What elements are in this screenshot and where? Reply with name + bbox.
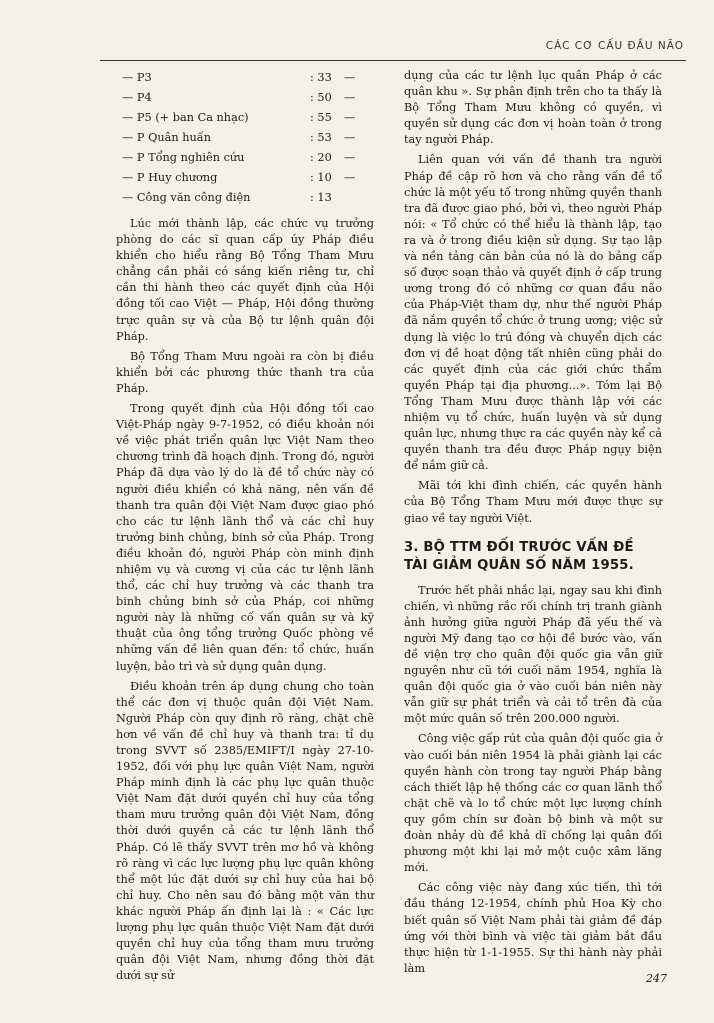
body-paragraph: Mãi tới khi đình chiến, các quyền hành của Bộ Tổng Tham Mưu mới được thực sự giao về tay người Việt. — [404, 479, 662, 525]
staff-list — [116, 68, 374, 208]
left-column — [116, 68, 374, 988]
staff-dash: — — [344, 91, 356, 104]
staff-count: : 13 — [310, 191, 332, 204]
running-title: CÁC CƠ CẤU ĐẦU NÃO — [545, 40, 684, 52]
staff-name: — P Tổng nghiên cứu — [122, 151, 245, 164]
staff-name: — Công văn công điện — [122, 191, 251, 204]
staff-count: : 53 — [310, 131, 332, 144]
staff-row — [116, 108, 374, 128]
staff-name: — P Huy chương — [122, 171, 218, 184]
body-paragraph: Trong quyết định của Hội đồng tối cao Việt-Pháp ngày 9-7-1952, có điều khoản nói về việc phát triển quân lực Việt Nam theo chương trình đã hoạch định. Trong đó, người Pháp đã dựa vào lý do là đề tổ chức này có người điều khiển có khả năng, nên vấn đề thanh tra quân đội Việt Nam được giao phó cho các tư lệnh lãnh thổ và các chỉ huy trưởng binh chủng, binh sở của Pháp. Trong điều khoản đó, người Pháp còn minh định nhiệm vụ và cương vị của các tư lệnh lãnh thổ, các chỉ huy trưởng và các thanh tra binh chủng binh sở của Pháp, coi những người này là những cố vấn quân sự và kỹ thuật của ông tổng trưởng Quốc phòng về những vấn đề liên quan đến: tổ chức, huấn luyện, bảo trì và sử dụng quân dụng. — [116, 402, 374, 673]
body-paragraph: dụng của các tư lệnh lục quân Pháp ở các quân khu ». Sự phân định trên cho ta thấy là Bộ Tổng Tham Mưu không có quyền, vì quyền sử dụng các đơn vị hoàn toàn ở trong tay người Pháp. — [404, 69, 662, 147]
staff-name: — P3 — [122, 71, 152, 84]
staff-row — [116, 88, 374, 108]
staff-name: — P Quân huấn — [122, 131, 211, 144]
staff-dash: — — [344, 71, 356, 84]
body-paragraph: Trước hết phải nhắc lại, ngay sau khi đình chiến, vì những rắc rối chính trị tranh giành ảnh hưởng giữa người Pháp đã yếu thế và người Mỹ đang tạo cơ hội đề bước vào, vấn đề viện trợ cho quân đội quốc gia vẫn giữ nguyên như cũ tới cuối năm 1954, nghĩa là quân đội quốc gia ở vào cuối bán niên này vẫn giữ sự phát triển và cải tổ trên đà của một mức quân số trên 200.000 người. — [404, 583, 662, 726]
body-paragraph: Bộ Tổng Tham Mưu ngoài ra còn bị điều khiển bởi các phương thức thanh tra của Pháp. — [116, 349, 374, 395]
staff-row — [116, 68, 374, 88]
right-column — [404, 68, 662, 981]
staff-count: : 55 — [310, 111, 332, 124]
page-number: 247 — [646, 972, 667, 985]
staff-name: — P5 (+ ban Ca nhạc) — [122, 111, 249, 124]
staff-name: — P4 — [122, 91, 152, 104]
staff-dash: — — [344, 111, 356, 124]
running-header — [100, 36, 686, 61]
staff-dash: — — [344, 151, 356, 164]
staff-count: : 10 — [310, 171, 332, 184]
section-heading: 3. BỘ TTM ĐỐI TRƯỚC VẤN ĐỀ TÀI GIẢM QUÂN SỐ NĂM 1955. — [404, 539, 634, 573]
staff-row — [116, 188, 374, 208]
staff-dash: — — [344, 171, 356, 184]
body-paragraph: Điều khoản trên áp dụng chung cho toàn thể các đơn vị thuộc quân đội Việt Nam. Người Pháp còn quy định rõ ràng, chặt chẽ hơn về vấn đề chỉ huy và thanh tra: tỉ dụ trong SVVT số 2385/EMIFT/I ngày 27-10-1952, đối với phụ lực quân Việt Nam, người Pháp minh định là các phụ lực quân thuộc Việt Nam đặt dưới quyền chỉ huy của tổng tham mưu trưởng quân đội Việt Nam, đồng thời dưới quyền cả các tư lệnh lãnh thổ Pháp. Có lẽ thấy SVVT trên mơ hồ và không rõ ràng vì các lực lượng phụ lực quân không thể một lúc đặt dưới sự chỉ huy của hai bộ chỉ huy. Cho nên sau đó bằng một văn thư khác người Pháp ấn định lại là : « Các lực lượng phụ lực quân thuộc Việt Nam đặt dưới quyền chỉ huy của tổng tham mưu trưởng quân đội Việt Nam, nhưng đồng thời đặt dưới sự sử — [116, 679, 374, 983]
body-paragraph: Công việc gấp rút của quân đội quốc gia ở vào cuối bán niên 1954 là phải giành lại các quyền hành còn trong tay người Pháp bằng cách thiết lập hệ thống các cơ quan lãnh thổ chặt chẽ và lo tổ chức một lực lượng chính quy gồm chín sư đoàn bộ binh và một sư đoàn nhảy dù đề khả dĩ chống lại quân đối phương một khi lại mở một cuộc xâm lăng mới. — [404, 732, 662, 875]
staff-count: : 20 — [310, 151, 332, 164]
staff-dash — [344, 188, 364, 208]
staff-row — [116, 128, 374, 148]
staff-count: : 33 — [310, 71, 332, 84]
staff-dash: — — [344, 131, 356, 144]
staff-row — [116, 168, 374, 188]
staff-count: : 50 — [310, 91, 332, 104]
body-paragraph: Lúc mới thành lập, các chức vụ trưởng phòng do các sĩ quan cấp úy Pháp điều khiển cho hiểu rằng Bộ Tổng Tham Mưu chẳng cần phải có sáng kiến riêng tư, chỉ cần thi hành theo các quyết định của Hội đồng tối cao Việt — Pháp, Hội đồng thường trực quân sự và của Bộ tư lệnh quân đội Pháp. — [116, 217, 374, 343]
body-paragraph: Liên quan với vấn đề thanh tra người Pháp đề cập rõ hơn và cho rằng vấn đề tổ chức là một yếu tố trong những quyền thanh tra đã được giao phó, bởi vì, theo người Pháp nói: « Tổ chức có thể hiểu là thành lập, tạo ra và ở trong điều kiện sử dụng. Sự tạo lập và nền tảng căn bản của nó là do bảng cấp số được soạn thảo và quyết định ở cấp trung ương trong đó có những cơ quan đầu não của Pháp-Việt tham dự, như thế người Pháp đã nắm quyền tổ chức ở trung ương; việc sử dụng là việc lo trú đóng và chuyển dịch các đơn vị đề hoạt động tất nhiên cũng phải do các quyết định của các giới chức thẩm quyền Pháp tại địa phương...». Tóm lại Bộ Tổng Tham Mưu được thành lập với các nhiệm vụ tổ chức, huấn luyện và sử dụng quân lực, nhưng thực ra các quyền này kể cả quyền thanh tra đều được Pháp ngụy biện để nắm giữ cả. — [404, 153, 662, 473]
staff-row — [116, 148, 374, 168]
body-paragraph: Các công việc này đang xúc tiến, thì tới đầu tháng 12-1954, chính phủ Hoa Kỳ cho biết quân số Việt Nam phải tài giảm đề đáp ứng với thời bình và việc tài giảm bắt đầu thực hiện từ 1-1-1955. Sự thi hành này phải làm — [404, 881, 662, 975]
